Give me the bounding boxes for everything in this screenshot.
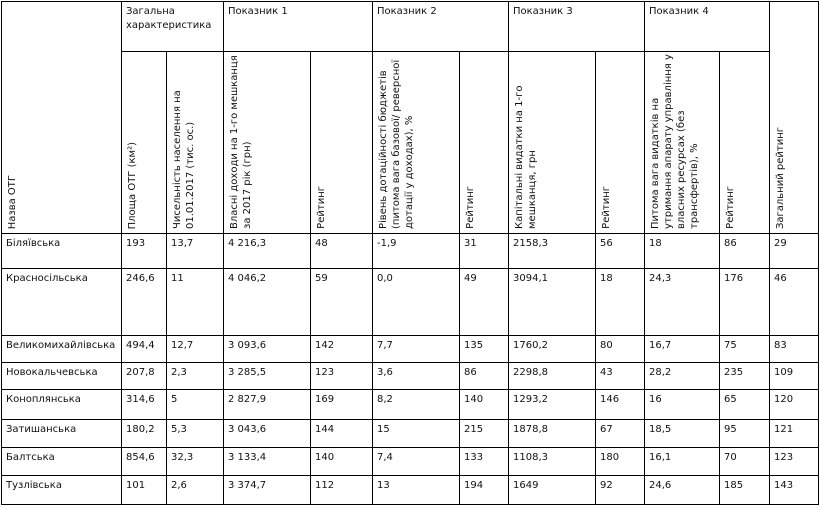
cell-name: Тузлівська: [2, 476, 122, 505]
header-group-p1: Показник 1: [224, 2, 373, 52]
header-area-label: Площа ОТГ (км²): [127, 141, 138, 229]
cell-rating3: 80: [596, 336, 645, 363]
cell-population: 11: [167, 269, 224, 336]
cell-population: 32,3: [167, 448, 224, 476]
cell-dotation: 7,4: [373, 448, 460, 476]
cell-admin-share: 16,7: [645, 336, 720, 363]
cell-rating1: 142: [311, 336, 373, 363]
table-row: [2, 336, 819, 363]
cell-dotation: 3,6: [373, 363, 460, 390]
table-row: [2, 448, 819, 476]
cell-rating4: 176: [720, 269, 770, 336]
cell-rating4: 95: [720, 420, 770, 448]
cell-rating3: 146: [596, 390, 645, 420]
header-group-p2: Показник 2: [373, 2, 509, 52]
cell-rating4: 70: [720, 448, 770, 476]
cell-capital: 1760,2: [509, 336, 596, 363]
header-rating3: [596, 52, 645, 234]
cell-own-income: 4 046,2: [224, 269, 311, 336]
cell-area: 494,4: [122, 336, 167, 363]
cell-dotation: 7,7: [373, 336, 460, 363]
header-rating2: [460, 52, 509, 234]
cell-admin-share: 18,5: [645, 420, 720, 448]
header-admin-share: [645, 52, 720, 234]
cell-rating1: 48: [311, 234, 373, 269]
cell-area: 246,6: [122, 269, 167, 336]
cell-rating4: 75: [720, 336, 770, 363]
cell-dotation: 13: [373, 476, 460, 505]
cell-overall: 109: [770, 363, 819, 390]
cell-rating1: 140: [311, 448, 373, 476]
header-rating2-label: Рейтинг: [465, 186, 476, 229]
header-group-p4: Показник 4: [645, 2, 770, 52]
table-row: [2, 420, 819, 448]
cell-dotation: -1,9: [373, 234, 460, 269]
header-dotation: [373, 52, 460, 234]
cell-population: 13,7: [167, 234, 224, 269]
header-rating1-label: Рейтинг: [316, 186, 327, 229]
cell-overall: 120: [770, 390, 819, 420]
table-row: [2, 234, 819, 269]
cell-admin-share: 24,6: [645, 476, 720, 505]
cell-capital: 2298,8: [509, 363, 596, 390]
cell-own-income: 3 374,7: [224, 476, 311, 505]
table-row: [2, 390, 819, 420]
header-own-income-label: Власні доходи на 1-го мешканця за 2017 рік (грн): [229, 55, 253, 229]
cell-capital: 1293,2: [509, 390, 596, 420]
table-row: [2, 476, 819, 505]
header-name: [2, 2, 122, 234]
cell-rating1: 169: [311, 390, 373, 420]
cell-population: 2,3: [167, 363, 224, 390]
cell-name: Балтська: [2, 448, 122, 476]
header-overall: [770, 2, 819, 234]
cell-rating3: 92: [596, 476, 645, 505]
otg-rating-table: [1, 1, 819, 505]
header-rating3-label: Рейтинг: [601, 186, 612, 229]
cell-capital: 3094,1: [509, 269, 596, 336]
cell-population: 12,7: [167, 336, 224, 363]
cell-capital: 1878,8: [509, 420, 596, 448]
header-admin-share-label: Питома вага видатків на утримання апарату управління у власних ресурсах (без трансфертів), %: [650, 54, 700, 229]
header-capital-label: Капітальні видатки на 1-го мешканця, грн: [514, 85, 538, 229]
cell-own-income: 2 827,9: [224, 390, 311, 420]
cell-own-income: 3 133,4: [224, 448, 311, 476]
cell-name: Новокальчевська: [2, 363, 122, 390]
header-rating1: [311, 52, 373, 234]
header-overall-label: Загальний рейтинг: [775, 126, 786, 229]
cell-dotation: 0,0: [373, 269, 460, 336]
cell-capital: 1649: [509, 476, 596, 505]
cell-name: Біляївська: [2, 234, 122, 269]
cell-rating2: 133: [460, 448, 509, 476]
cell-admin-share: 24,3: [645, 269, 720, 336]
cell-area: 193: [122, 234, 167, 269]
cell-area: 854,6: [122, 448, 167, 476]
cell-overall: 83: [770, 336, 819, 363]
cell-name: Коноплянська: [2, 390, 122, 420]
cell-rating3: 56: [596, 234, 645, 269]
cell-name: Великомихайлівська: [2, 336, 122, 363]
header-dotation-label: Рівень дотаційності бюджетів (питома вага базової/ реверсної дотації у доходах), %: [378, 59, 415, 229]
cell-capital: 2158,3: [509, 234, 596, 269]
cell-rating2: 31: [460, 234, 509, 269]
cell-rating4: 235: [720, 363, 770, 390]
header-population: [167, 52, 224, 234]
cell-population: 5: [167, 390, 224, 420]
cell-name: Красносільська: [2, 269, 122, 336]
header-capital: [509, 52, 596, 234]
cell-rating1: 59: [311, 269, 373, 336]
cell-rating1: 112: [311, 476, 373, 505]
cell-rating3: 43: [596, 363, 645, 390]
header-group-p3: Показник 3: [509, 2, 645, 52]
cell-rating4: 86: [720, 234, 770, 269]
cell-rating3: 67: [596, 420, 645, 448]
header-name-label: Назва ОТГ: [7, 174, 18, 229]
header-group-general: Загальна характеристика: [122, 2, 224, 52]
header-own-income: [224, 52, 311, 234]
cell-rating2: 135: [460, 336, 509, 363]
cell-admin-share: 28,2: [645, 363, 720, 390]
cell-rating3: 180: [596, 448, 645, 476]
cell-rating3: 18: [596, 269, 645, 336]
cell-name: Затишанська: [2, 420, 122, 448]
cell-rating4: 185: [720, 476, 770, 505]
cell-area: 207,8: [122, 363, 167, 390]
cell-rating2: 140: [460, 390, 509, 420]
cell-overall: 123: [770, 448, 819, 476]
cell-admin-share: 18: [645, 234, 720, 269]
cell-dotation: 8,2: [373, 390, 460, 420]
cell-population: 2,6: [167, 476, 224, 505]
cell-own-income: 3 043,6: [224, 420, 311, 448]
cell-area: 180,2: [122, 420, 167, 448]
cell-rating2: 86: [460, 363, 509, 390]
cell-overall: 143: [770, 476, 819, 505]
cell-rating4: 65: [720, 390, 770, 420]
cell-area: 314,6: [122, 390, 167, 420]
header-rating4-label: Рейтинг: [725, 186, 736, 229]
cell-overall: 46: [770, 269, 819, 336]
cell-rating1: 123: [311, 363, 373, 390]
header-area: [122, 52, 167, 234]
cell-rating2: 194: [460, 476, 509, 505]
cell-dotation: 15: [373, 420, 460, 448]
cell-capital: 1108,3: [509, 448, 596, 476]
cell-rating1: 144: [311, 420, 373, 448]
cell-admin-share: 16,1: [645, 448, 720, 476]
table-row: [2, 269, 819, 336]
cell-own-income: 3 285,5: [224, 363, 311, 390]
header-rating4: [720, 52, 770, 234]
table-row: [2, 363, 819, 390]
cell-rating2: 215: [460, 420, 509, 448]
cell-rating2: 49: [460, 269, 509, 336]
cell-admin-share: 16: [645, 390, 720, 420]
cell-own-income: 4 216,3: [224, 234, 311, 269]
cell-overall: 121: [770, 420, 819, 448]
cell-own-income: 3 093,6: [224, 336, 311, 363]
cell-population: 5,3: [167, 420, 224, 448]
header-population-label: Чисельність населення на 01.01.2017 (тис. ос.): [172, 90, 196, 229]
cell-overall: 29: [770, 234, 819, 269]
cell-area: 101: [122, 476, 167, 505]
